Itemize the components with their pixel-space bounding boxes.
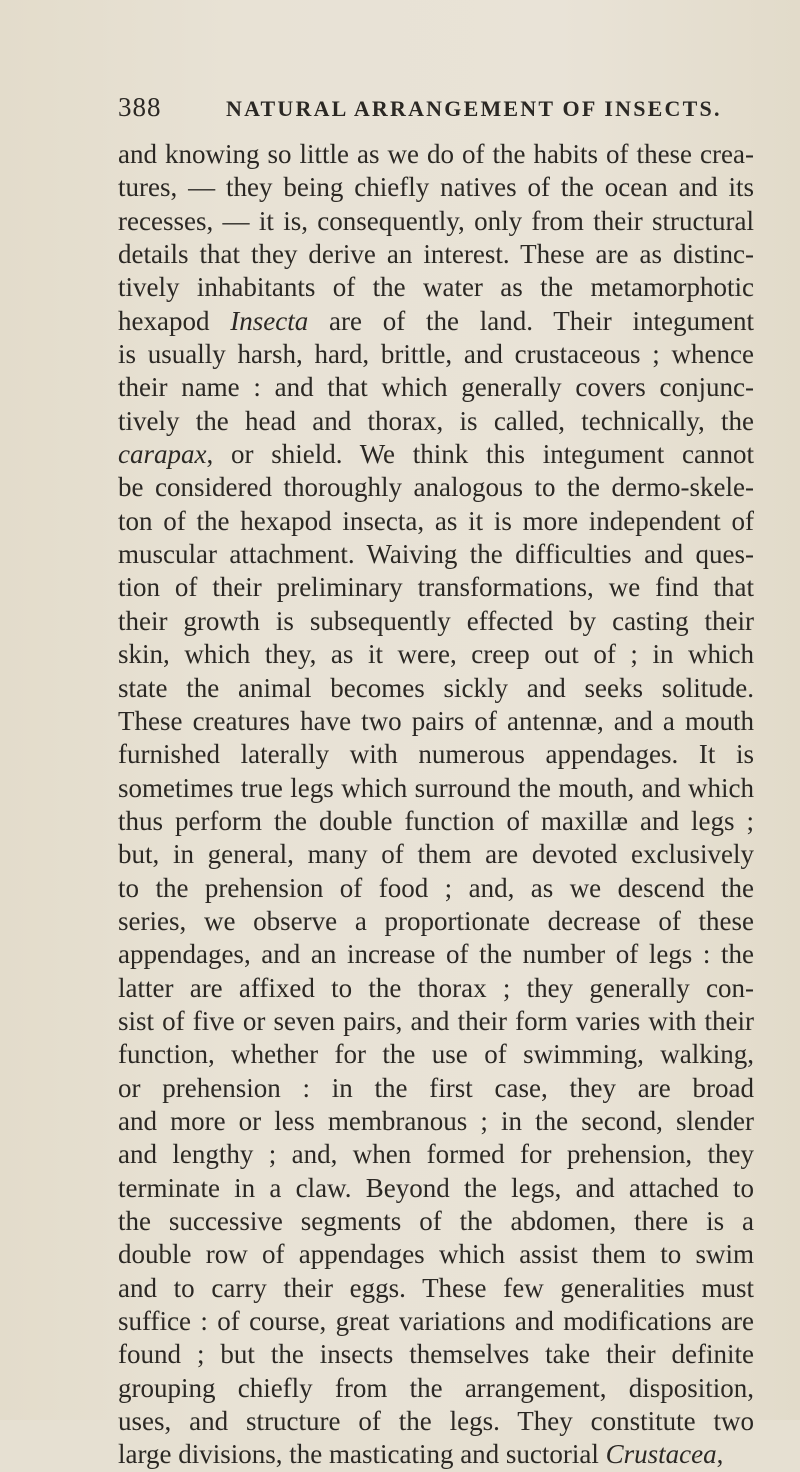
text-line: their name : and that which generally covers conjunc- [118, 372, 754, 403]
text-line: These creatures have two pairs of antennæ, and a mouth [118, 705, 754, 736]
text-line: ton of the hexapod insecta, as it is more independent of [118, 505, 754, 536]
text-line: found ; but the insects themselves take their definite [118, 1339, 754, 1370]
text-line: but, in general, many of them are devoted exclusively [118, 839, 754, 870]
text-line: and lengthy ; and, when formed for prehension, they [118, 1139, 754, 1170]
italic-term: Crustacea [605, 1439, 717, 1470]
text-line: tion of their preliminary transformations, we find that [118, 572, 754, 603]
text-line: state the animal becomes sickly and seeks solitude. [118, 672, 754, 703]
text-line: their growth is subsequently effected by casting their [118, 605, 754, 636]
text-line: details that they derive an interest. These are as distinc- [118, 239, 754, 270]
page-number: 388 [118, 92, 162, 122]
text-line: sist of five or seven pairs, and their form varies with their [118, 1005, 754, 1036]
italic-term: Insecta [230, 305, 309, 336]
text-line: be considered thoroughly analogous to the dermo-skele- [118, 472, 754, 503]
body-text [118, 138, 754, 1472]
text-line: terminate in a claw. Beyond the legs, and attached to [118, 1172, 754, 1203]
text-line: the successive segments of the abdomen, there is a [118, 1206, 754, 1236]
text-line: is usually harsh, hard, brittle, and crustaceous ; whence [118, 339, 754, 370]
text-line: grouping chiefly from the arrangement, disposition, [118, 1372, 754, 1403]
text-line: tures, — they being chiefly natives of the ocean and its [118, 172, 754, 203]
text-line: series, we observe a proportionate decrease of these [118, 905, 754, 936]
text-line: suffice : of course, great variations and modifications are [118, 1306, 754, 1337]
text-line: muscular attachment. Waiving the difficulties and ques- [118, 539, 754, 570]
text-line: or prehension : in the first case, they are broad [118, 1072, 754, 1103]
text-line: carapax, or shield. We think this integument cannot [118, 439, 754, 470]
text-line: thus perform the double function of maxillæ and legs ; [118, 805, 754, 836]
text-line: large divisions, the masticating and suctorial Crustacea, [118, 1439, 724, 1470]
text-line: double row of appendages which assist them to swim [118, 1239, 754, 1270]
text-line: skin, which they, as it were, creep out of ; in which [118, 639, 754, 670]
text-line: uses, and structure of the legs. They constitute two [118, 1406, 754, 1437]
text-line: hexapod Insecta are of the land. Their integument [118, 305, 754, 336]
italic-term: carapax [118, 439, 207, 470]
text-line: recesses, — it is, consequently, only from their structural [118, 205, 754, 236]
text-line: latter are affixed to the thorax ; they generally con- [118, 972, 754, 1003]
text-line: tively the head and thorax, is called, technically, the [118, 405, 754, 436]
running-head [118, 92, 754, 132]
text-line: function, whether for the use of swimming, walking, [118, 1039, 754, 1070]
running-title: NATURAL ARRANGEMENT OF INSECTS. [226, 96, 722, 121]
text-line: appendages, and an increase of the number of legs : the [118, 939, 754, 970]
text-line: and more or less membranous ; in the second, slender [118, 1105, 754, 1136]
text-line: tively inhabitants of the water as the metamorphotic [118, 272, 754, 303]
text-line: and to carry their eggs. These few generalities must [118, 1272, 754, 1303]
text-line: sometimes true legs which surround the mouth, and which [118, 772, 754, 803]
text-line: to the prehension of food ; and, as we descend the [118, 872, 754, 903]
text-line: and knowing so little as we do of the habits of these crea- [118, 139, 754, 169]
text-line: furnished laterally with numerous appendages. It is [118, 739, 754, 770]
